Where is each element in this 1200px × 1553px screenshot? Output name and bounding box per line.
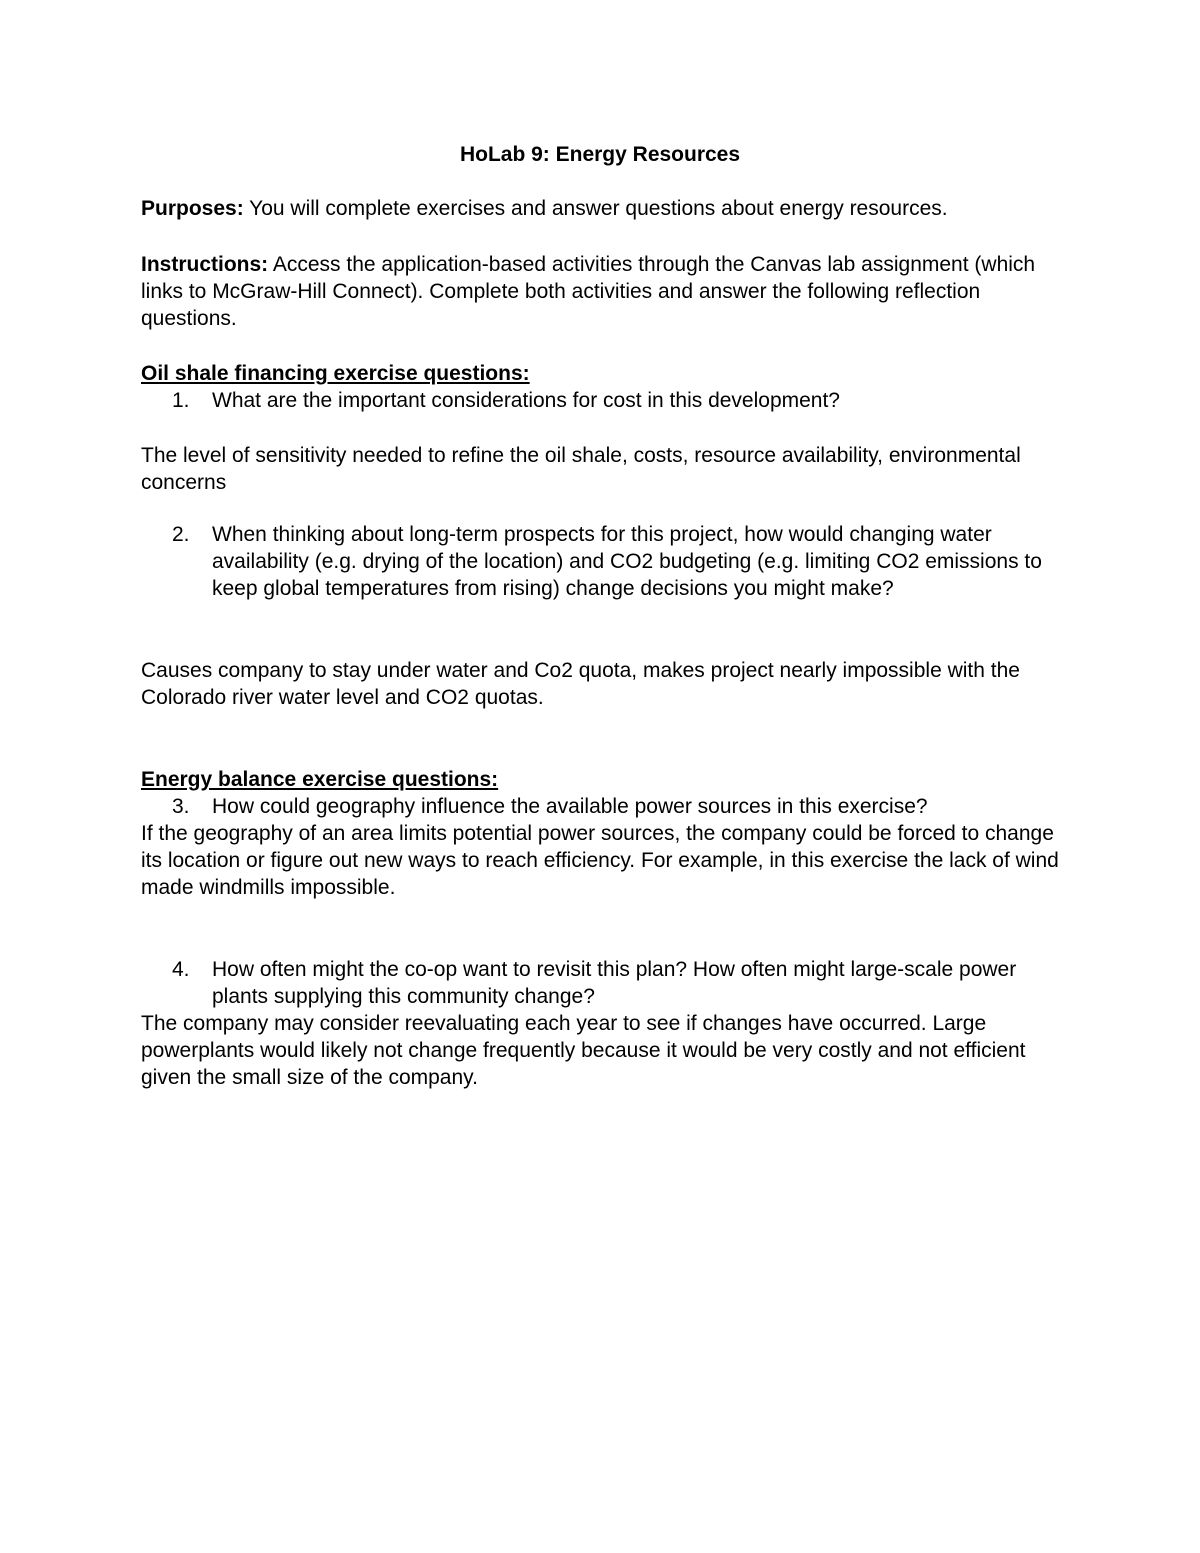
instructions-text: Access the application-based activities through the Canvas lab assignment (which links to McGraw-Hill Connect). Complete both activities and answer the following reflection questions. <box>141 253 1036 330</box>
answer-4: The company may consider reevaluating each year to see if changes have occurred. Large powerplants would likely not change frequently because it would be very costly and not efficient given the small size of the company. <box>141 1012 1026 1089</box>
question-text: When thinking about long-term prospects for this project, how would changing water availability (e.g. drying of the location) and CO2 budgeting (e.g. limiting CO2 emissions to keep global temperatures from rising) change decisions you might make? <box>212 523 1042 600</box>
question-number: 3. <box>172 795 190 818</box>
document-title: HoLab 9: Energy Resources <box>459 143 741 166</box>
question-4 <box>172 956 1072 1010</box>
answer-2: Causes company to stay under water and Co2 quota, makes project nearly impossible with the Colorado river water level and CO2 quotas. <box>141 659 1020 709</box>
question-number: 1. <box>172 389 190 412</box>
question-number: 2. <box>172 523 190 546</box>
question-number: 4. <box>172 958 190 981</box>
section-heading-energy-balance: Energy balance exercise questions: <box>141 768 499 791</box>
question-3 <box>172 793 1052 820</box>
section-heading-oil-shale: Oil shale financing exercise questions: <box>141 362 530 385</box>
question-1 <box>172 387 1052 414</box>
question-text: How often might the co-op want to revisit this plan? How often might large-scale power plants supplying this community change? <box>212 958 1017 1008</box>
purposes-paragraph <box>141 195 1071 222</box>
instructions-paragraph <box>141 251 1071 332</box>
purposes-text: You will complete exercises and answer questions about energy resources. <box>243 197 948 220</box>
question-2 <box>172 521 1052 602</box>
answer-3: If the geography of an area limits potential power sources, the company could be forced to change its location or figure out new ways to reach efficiency. For example, in this exercise the lack of wind made windmills impossible. <box>141 822 1059 899</box>
answer-1: The level of sensitivity needed to refine the oil shale, costs, resource availability, environmental concerns <box>141 444 1021 494</box>
instructions-label: Instructions: <box>141 253 269 276</box>
purposes-label: Purposes: <box>141 197 244 220</box>
question-text: How could geography influence the available power sources in this exercise? <box>212 795 928 818</box>
question-text: What are the important considerations for cost in this development? <box>212 389 840 412</box>
